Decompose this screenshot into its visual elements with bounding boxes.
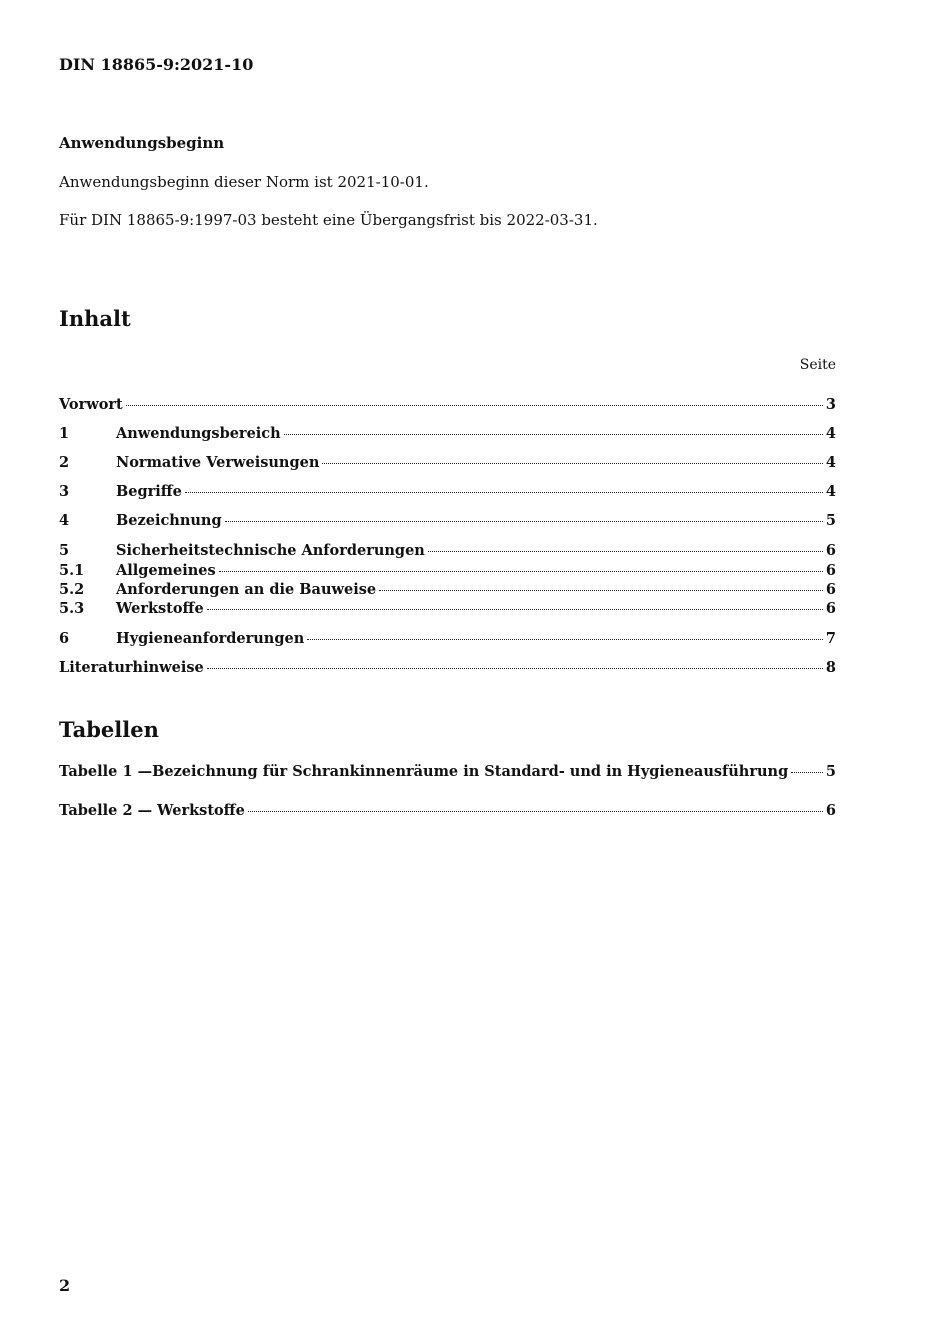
toc-entry-vorwort[interactable]: [59, 396, 836, 414]
toc-entry-page: 5: [825, 512, 836, 529]
leader-dots: [248, 811, 823, 812]
toc-entry-title: Werkstoffe: [116, 600, 204, 617]
leader-dots: [207, 609, 823, 610]
toc-entry-title: Literaturhinweise: [59, 659, 204, 676]
toc-entry-page: 6: [825, 542, 836, 559]
toc-entry-title: Normative Verweisungen: [116, 454, 320, 471]
table-entry-page: 5: [825, 763, 836, 780]
leader-dots: [219, 571, 823, 572]
toc-entry-number: 1: [59, 425, 70, 442]
tables-heading: Tabellen: [59, 717, 159, 742]
toc-entry-5-3[interactable]: [59, 600, 836, 618]
leader-dots: [126, 405, 823, 406]
toc-entry-number: 5: [59, 542, 70, 559]
toc-entry-number: 2: [59, 454, 70, 471]
leader-dots: [185, 492, 823, 493]
toc-entry-title: Bezeichnung: [116, 512, 222, 529]
leader-dots: [322, 463, 823, 464]
toc-entry-page: 6: [825, 600, 836, 617]
toc-entry-number: 6: [59, 630, 70, 647]
leader-dots: [284, 434, 823, 435]
toc-entry-title: Anwendungsbereich: [116, 425, 281, 442]
toc-entry-1[interactable]: [59, 425, 836, 443]
toc-entry-title: Allgemeines: [116, 562, 216, 579]
toc-entry-number: 5.3: [59, 600, 85, 617]
toc-entry-5[interactable]: [59, 542, 836, 560]
toc-entry-page: 6: [825, 581, 836, 598]
leader-dots: [379, 590, 823, 591]
toc-entry-title: Anforderungen an die Bauweise: [116, 581, 377, 598]
table-entry-title: Tabelle 1 —Bezeichnung für Schrankinnenräume in Standard- und in Hygieneausführung: [59, 763, 789, 780]
table-entry-1[interactable]: [59, 763, 836, 781]
toc-entry-4[interactable]: [59, 512, 836, 530]
leader-dots: [207, 668, 823, 669]
toc-entry-number: 5.1: [59, 562, 85, 579]
toc-entry-page: 3: [825, 396, 836, 413]
toc-entry-number: 5.2: [59, 581, 85, 598]
toc-entry-page: 4: [825, 425, 836, 442]
toc-entry-title: Sicherheitstechnische Anforderungen: [116, 542, 425, 559]
toc-entry-title: Hygieneanforderungen: [116, 630, 305, 647]
table-entry-title: Tabelle 2 — Werkstoffe: [59, 802, 245, 819]
document-id: DIN 18865-9:2021-10: [59, 55, 254, 74]
leader-dots: [225, 521, 823, 522]
leader-dots: [307, 639, 823, 640]
toc-entry-title: Begriffe: [116, 483, 182, 500]
toc-entry-3[interactable]: [59, 483, 836, 501]
toc-entry-literaturhinweise[interactable]: [59, 659, 836, 677]
table-entry-2[interactable]: [59, 802, 836, 820]
toc-entry-6[interactable]: [59, 630, 836, 648]
toc-entry-page: 6: [825, 562, 836, 579]
toc-entry-number: 4: [59, 512, 70, 529]
contents-heading: Inhalt: [59, 306, 131, 331]
toc-entry-page: 8: [825, 659, 836, 676]
application-title: Anwendungsbeginn: [59, 134, 225, 152]
toc-entry-5-2[interactable]: [59, 581, 836, 599]
toc-entry-page: 7: [825, 630, 836, 647]
toc-entry-title: Vorwort: [59, 396, 123, 413]
page-number: 2: [59, 1276, 71, 1295]
application-start-text: Anwendungsbeginn dieser Norm ist 2021-10-01.: [59, 173, 429, 191]
toc-entry-number: 3: [59, 483, 70, 500]
page-column-label: Seite: [799, 357, 836, 373]
transition-period-text: Für DIN 18865-9:1997-03 besteht eine Übergangsfrist bis 2022-03-31.: [59, 211, 598, 229]
toc-entry-2[interactable]: [59, 454, 836, 472]
leader-dots: [428, 551, 823, 552]
toc-entry-page: 4: [825, 454, 836, 471]
toc-entry-5-1[interactable]: [59, 562, 836, 580]
toc-entry-page: 4: [825, 483, 836, 500]
leader-dots: [791, 772, 823, 773]
table-entry-page: 6: [825, 802, 836, 819]
